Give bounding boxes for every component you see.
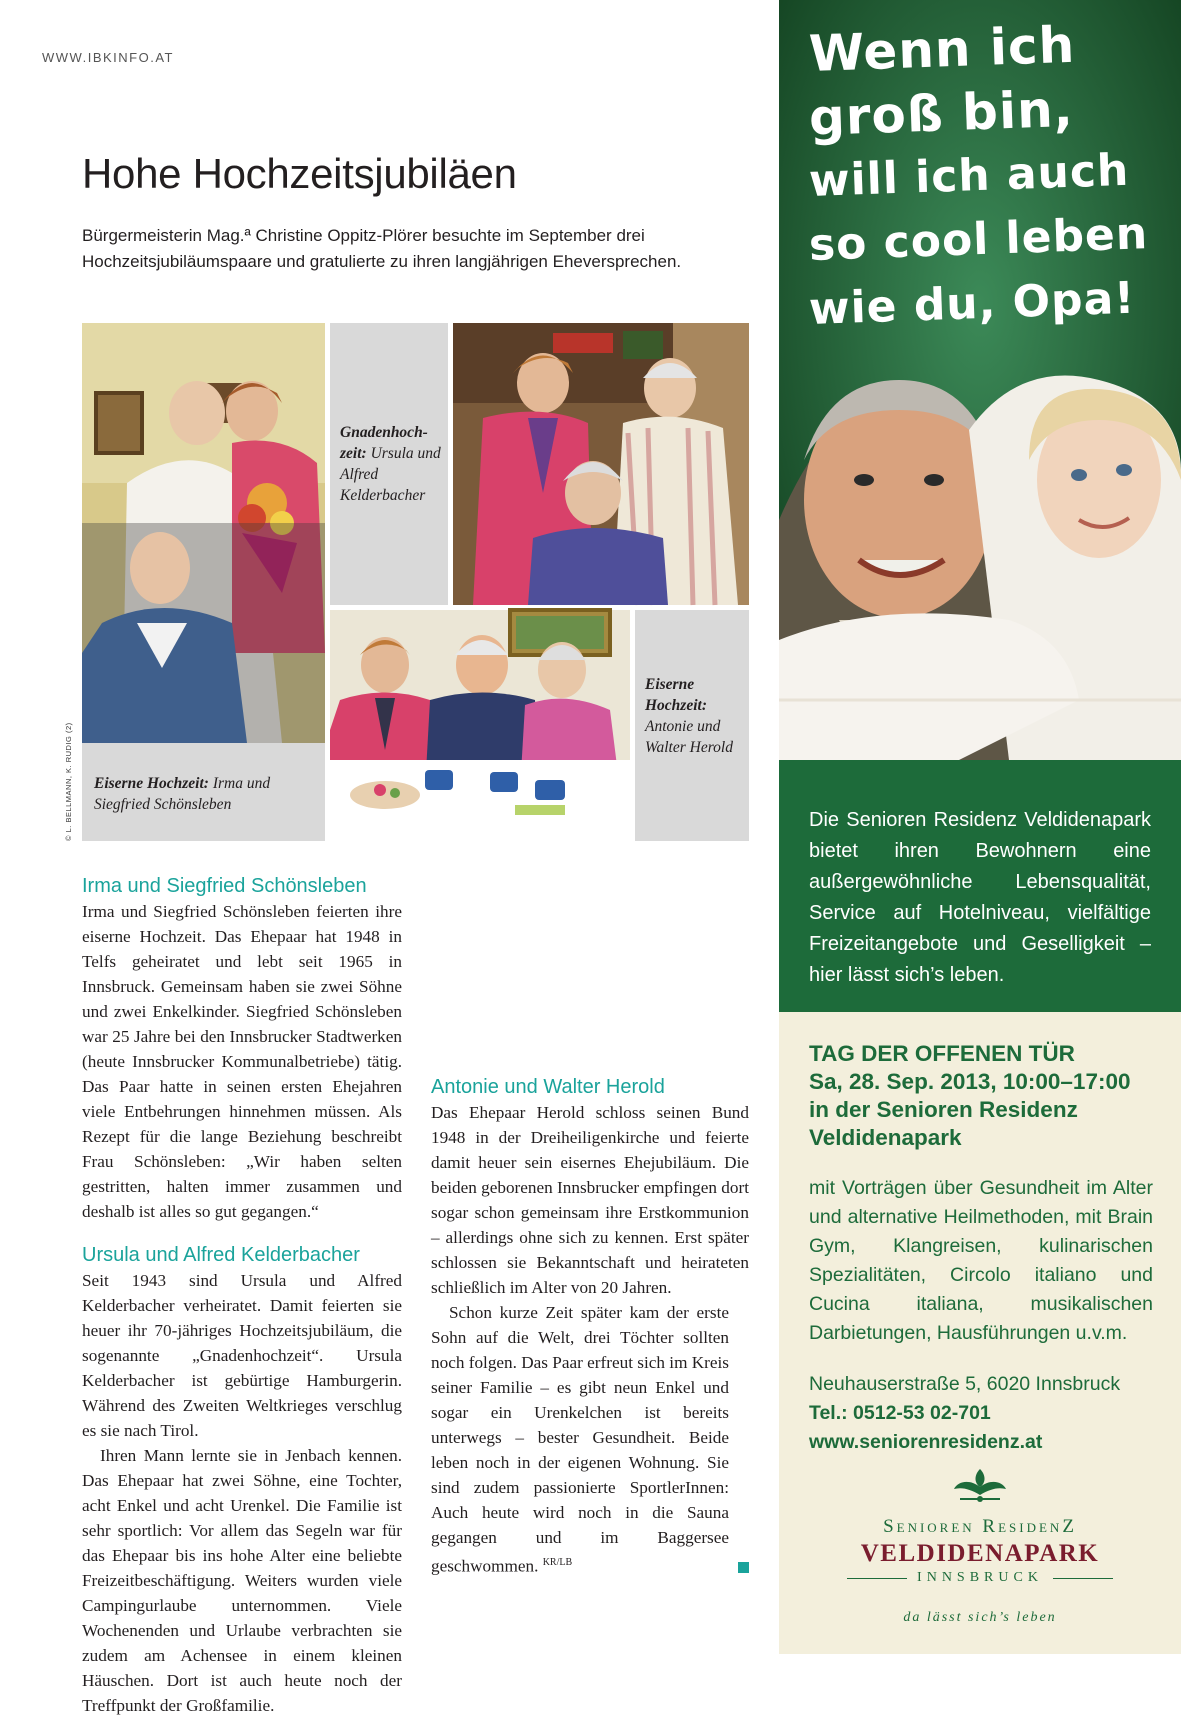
ad-event-title: TAG DER OFFENEN TÜR (809, 1041, 1075, 1066)
ad-slogan-line-5: wie du, Opa! (808, 272, 1137, 335)
ornament-icon (948, 1465, 1012, 1505)
caption-herold-names: Antonie und Walter Herold (645, 718, 733, 756)
article-column-2 (431, 1074, 749, 1579)
ad-intro-text: Die Senioren Residenz Veldidenapark bietet ihren Bewohnern eine außergewöhnliche Lebensqualität, Service auf Hotelniveau, vielfältige Freizeitangebote und Geselligkeit – hier lässt sich’s leben. (809, 809, 1151, 986)
photo-kelderbacher (453, 323, 749, 605)
photo-herold (330, 610, 630, 841)
ad-slogan-line-2: groß bin, (807, 79, 1075, 147)
text-kelderbacher-1: Seit 1943 sind Ursula und Alfred Kelderbacher verheiratet. Damit feierten sie heuer ihr 70-jähriges Hochzeitsjubiläum, die sogenannte „Gnadenhochzeit“. Ursula Kelderbacher ist gebürtige Hamburgerin. Während des Zweiten Weltkrieges verschlug es sie nach Tirol. (82, 1271, 402, 1440)
author-initials: KR/LB (542, 1557, 573, 1568)
caption-schoensleben-bold: Eiserne Hochzeit: (94, 775, 209, 792)
text-schoensleben: Irma und Siegfried Schönsleben feierten ihre eiserne Hochzeit. Das Ehepaar hat 1948 in Telfs geheiratet und lebt seit 1965 in Innsbruck. Gemeinsam haben sie zwei Söhne und zwei Enkelkinder. Siegfried Schönsleben war 25 Jahre bei den Innsbrucker Stadtwerken (heute Innsbrucker Kommunalbetriebe) tätig. Das Paar hatte in seinen ersten Ehejahren viele Entbehrungen hinnehmen müssen. Als Rezept für die lange Beziehung beschreibt Frau Schönsleben: „Wir haben selten gestritten, halten immer zusammen und deshalb ist alles so gut gegangen.“ (82, 902, 402, 1221)
text-herold-1: Das Ehepaar Herold schloss seinen Bund 1948 in der Dreiheiligenkirche und feierte damit heuer sein eisernes Ehejubiläum. Die beiden geborenen Innsbrucker empfingen dort sogar schon gemeinsam ihre Erstkommunion – allerdings ohne sich zu kennen. Erst später schlossen sie Bekanntschaft und heirateten schließlich im Alter von 20 Jahren. (431, 1103, 749, 1297)
logo-rule-right (1053, 1578, 1113, 1579)
ad-slogan-line-4: so cool leben (808, 208, 1149, 271)
logo-rule-left (847, 1578, 907, 1579)
logo-tagline: da lässt sich’s leben (903, 1610, 1057, 1625)
caption-schoensleben-names: Irma und Siegfried Schönsleben (94, 775, 271, 813)
end-mark (738, 1562, 749, 1573)
photo-credit: © L. BELLMANN, K. RUDIG (2) (64, 722, 73, 841)
logo-line-3 (779, 1570, 1181, 1586)
photo-schoensleben (82, 323, 325, 743)
caption-herold (645, 674, 745, 758)
ad-event-description: mit Vorträgen über Gesundheit im Alter und alternative Heilmethoden, mit Brain Gym, Klangreisen, kulinarischen Spezialitäten, Circolo italiano und Cucina italiana, musikalischen Darbietungen, Hausführungen u.v.m. (809, 1177, 1153, 1344)
text-herold-2-body: Schon kurze Zeit später kam der erste Sohn auf die Welt, drei Töchter sollten noch folgen. Das Paar erfreut sich im Kreis seiner Familie – es gibt neun Enkel und sogar ein Urenkelchen ist bereits unterwegs – bester Gesundheit. Beide leben noch in der eigenen Wohnung. Sie sind zudem passionierte SportlerInnen: Auch heute wird noch in die Sauna gegangen und im Baggersee geschwommen. (431, 1303, 729, 1576)
ad-address: Neuhauserstraße 5, 6020 Innsbruck (809, 1373, 1121, 1395)
residence-logo (779, 1465, 1181, 1626)
caption-kelderbacher-bold: Gnadenhoch- zeit: (340, 424, 428, 462)
ad-slogan (807, 15, 1169, 342)
ad-photo (779, 0, 1181, 760)
text-kelderbacher-2: Ihren Mann lernte sie in Jenbach kennen. Das Ehepaar hat zwei Söhne, eine Tochter, acht Enkel und acht Urenkel. Die Familie ist sehr sportlich: Vor allem das Segeln war für das Ehepaar bis ins hohe Alter eine beliebte Freizeitbeschäftigung. Weiters wurden viele Campingurlaube unternommen. Viele Wochenenden und Urlaube verbrachten sie zudem am Achensee in einem kleinen Häuschen. Dort ist auch heute noch der Treffpunkt der Großfamilie. (82, 1446, 402, 1715)
ad-slogan-line-1: Wenn ich (807, 15, 1077, 83)
advertisement (779, 0, 1181, 1654)
ad-intro-panel (779, 760, 1181, 1012)
ad-event-location: in der Senioren Residenz Veldidenapark (809, 1097, 1078, 1150)
heading-herold: Antonie und Walter Herold (431, 1076, 665, 1098)
heading-kelderbacher: Ursula und Alfred Kelderbacher (82, 1244, 360, 1266)
ad-website-link[interactable]: www.seniorenresidenz.at (809, 1431, 1043, 1453)
ad-event-date: Sa, 28. Sep. 2013, 10:00–17:00 (809, 1069, 1131, 1094)
article-title: Hohe Hochzeitsjubiläen (82, 150, 517, 197)
caption-schoensleben (94, 773, 319, 815)
article-column-1 (82, 873, 402, 1718)
ad-phone[interactable]: Tel.: 0512-53 02-701 (809, 1402, 991, 1424)
text-herold-2 (431, 1300, 749, 1579)
caption-herold-bold: Eiserne Hochzeit: (645, 676, 707, 714)
logo-city: INNSBRUCK (917, 1570, 1043, 1585)
article-lead: Bürgermeisterin Mag.ª Christine Oppitz-Plörer besuchte im September drei Hochzeitsjubiläumspaare und gratulierte zu ihren langjährigen Eheversprechen. (82, 226, 682, 271)
ad-slogan-line-3: will ich auch (808, 144, 1131, 207)
site-url: WWW.IBKINFO.AT (42, 50, 174, 65)
heading-schoensleben: Irma und Siegfried Schönsleben (82, 875, 367, 897)
logo-line-2: VELDIDENAPARK (860, 1540, 1100, 1567)
logo-line-1: Senioren ResidenZ (883, 1516, 1077, 1537)
caption-kelderbacher (340, 422, 442, 506)
caption-kelderbacher-names: Ursula und Alfred Kelderbacher (340, 445, 441, 504)
